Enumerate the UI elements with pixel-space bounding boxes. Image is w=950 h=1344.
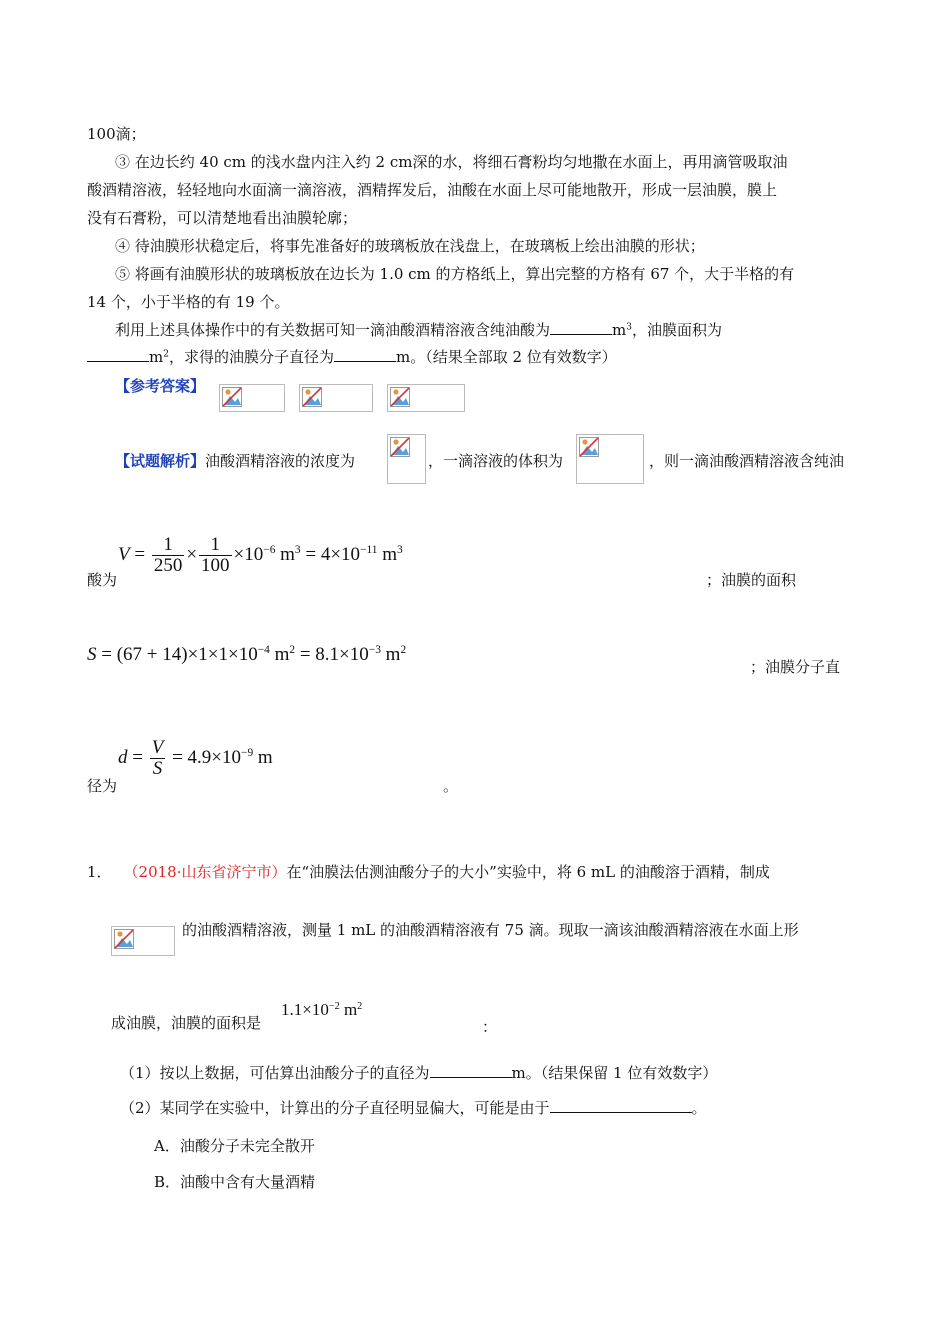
question-text: m。（结果全部取 2 位有效数字） xyxy=(395,348,617,366)
broken-image-icon xyxy=(114,929,134,949)
analysis-line xyxy=(115,451,355,471)
analysis-label: 【试题解析】 xyxy=(115,452,206,470)
unit-exponent: 3 xyxy=(626,322,632,333)
answer-blank-area xyxy=(87,347,149,362)
times: × xyxy=(186,543,198,565)
question-text: （1）按以上数据，可估算出油酸分子的直径为 xyxy=(120,1064,430,1082)
result: = 4.9×10 xyxy=(167,746,242,768)
unit: m xyxy=(380,644,401,665)
diameter-is-label: 径为 xyxy=(87,777,118,795)
concentration-image xyxy=(111,926,175,956)
equals: = xyxy=(129,543,150,565)
unit: m xyxy=(269,644,290,665)
question-1-line-3: 成油膜，油膜的面积是 xyxy=(111,1014,262,1032)
step-3-line-1: ③ 在边长约 40 cm 的浅水盘内注入约 2 cm深的水，将细石膏粉均匀地撒在水面上，再用滴管吸取油 xyxy=(115,153,788,171)
text-line: 100滴； xyxy=(87,125,146,143)
analysis-text: 油酸酒精溶液的浓度为 xyxy=(205,452,356,470)
term: = (67 + 14)×1×1×10 xyxy=(96,644,258,665)
question-1-line-2: 的油酸酒精溶液，测量 1 mL 的油酸酒精溶液有 75 滴。现取一滴该油酸酒精溶液在水面上形 xyxy=(182,921,799,939)
answer-image-2 xyxy=(299,384,373,412)
exponent: 2 xyxy=(357,1000,363,1012)
term: ×10 xyxy=(233,543,264,565)
equation-area xyxy=(87,644,406,666)
option-a: A．油酸分子未完全散开 xyxy=(154,1137,315,1155)
fraction xyxy=(152,535,185,576)
sub-question-1 xyxy=(120,1063,717,1083)
fraction xyxy=(199,535,232,576)
step-3-line-2: 酸酒精溶液，轻轻地向水面滴一滴溶液，酒精挥发后，油酸在水面上尽可能地散开，形成一层油膜，膜上 xyxy=(87,181,778,199)
result: = 8.1×10 xyxy=(295,644,369,665)
symbol-S: S xyxy=(87,644,97,665)
question-1-line-1 xyxy=(87,862,770,882)
unit: m xyxy=(275,543,295,565)
question-text: m。（结果保留 1 位有效数字） xyxy=(511,1064,718,1082)
question-number: 1． xyxy=(87,863,112,881)
unit-exponent: 2 xyxy=(163,349,169,360)
exponent: −3 xyxy=(368,644,381,657)
option-b: B．油酸中含有大量酒精 xyxy=(154,1173,316,1191)
broken-image-icon xyxy=(390,387,410,407)
unit-m: m xyxy=(149,348,164,366)
unit: m xyxy=(253,746,273,768)
answer-blank-diameter xyxy=(334,347,396,362)
broken-image-icon xyxy=(222,387,242,407)
answer-image-1 xyxy=(219,384,285,412)
unit-m: m xyxy=(612,321,627,339)
denominator: 100 xyxy=(201,555,230,576)
concentration-image xyxy=(387,434,426,484)
drop-volume-image xyxy=(576,434,644,484)
area-label: ；油膜的面积 xyxy=(706,571,797,589)
broken-image-icon xyxy=(302,387,322,407)
broken-image-icon xyxy=(579,437,599,457)
equation-diameter xyxy=(118,738,273,779)
result: = 4×10 xyxy=(300,543,361,565)
question-text: 。 xyxy=(691,1099,707,1117)
broken-image-icon xyxy=(390,437,410,457)
question-text: （2）某同学在实验中，计算出的分子直径明显偏大，可能是由于 xyxy=(120,1099,550,1117)
step-5-line-2: 14 个，小于半格的有 19 个。 xyxy=(87,293,290,311)
exponent: −2 xyxy=(328,1000,340,1012)
area-value xyxy=(281,1000,362,1020)
question-line-1 xyxy=(115,320,722,340)
answer-blank-diameter xyxy=(430,1063,512,1078)
exponent: 3 xyxy=(397,544,403,557)
exponent: 2 xyxy=(289,644,296,657)
fraction xyxy=(150,738,166,779)
question-text: 利用上述具体操作中的有关数据可知一滴油酸酒精溶液含纯油酸为 xyxy=(115,321,551,339)
term: 1.1×10 xyxy=(281,1000,329,1019)
step-3-line-3: 没有石膏粉，可以清楚地看出油膜轮廓； xyxy=(87,209,358,227)
symbol-V: V xyxy=(118,543,130,565)
equation-volume xyxy=(118,535,403,576)
exponent: −11 xyxy=(360,544,378,557)
numerator: 1 xyxy=(152,535,185,556)
answer-image-3 xyxy=(387,384,465,412)
exponent: 2 xyxy=(400,644,407,657)
numerator: 1 xyxy=(199,535,232,556)
unit: m xyxy=(339,1000,358,1019)
exponent: −9 xyxy=(241,747,254,760)
question-text: 在“油膜法估测油酸分子的大小”实验中，将 6 mL 的油酸溶于酒精，制成 xyxy=(286,863,770,881)
equals: = xyxy=(127,746,148,768)
question-line-2 xyxy=(87,347,617,367)
numerator: V xyxy=(151,737,164,758)
question-source: （2018·山东省济宁市） xyxy=(123,863,287,881)
answer-blank-volume xyxy=(550,320,612,335)
unit: m xyxy=(377,543,397,565)
answer-blank-reason xyxy=(550,1098,692,1113)
step-5-line-1: ⑤ 将画有油膜形状的玻璃板放在边长为 1.0 cm 的方格纸上，算出完整的方格有 67 个，大于半格的有 xyxy=(115,265,795,283)
analysis-text: ，一滴溶液的体积为 xyxy=(428,452,564,470)
symbol-d: d xyxy=(118,746,128,768)
diameter-label: ；油膜分子直 xyxy=(750,658,841,676)
exponent: −4 xyxy=(257,644,270,657)
analysis-text: ，则一滴油酸酒精溶液含纯油 xyxy=(649,452,845,470)
reference-answer-label: 【参考答案】 xyxy=(115,377,206,395)
denominator: 250 xyxy=(153,555,183,576)
acid-is-label: 酸为 xyxy=(87,571,118,589)
exponent: −6 xyxy=(263,544,276,557)
exponent: 3 xyxy=(294,544,301,557)
question-text: ，油膜面积为 xyxy=(631,321,722,339)
colon: ： xyxy=(482,1018,498,1036)
denominator: S xyxy=(152,758,163,779)
period: 。 xyxy=(443,777,459,795)
sub-question-2 xyxy=(120,1098,707,1118)
step-4: ④ 待油膜形状稳定后，将事先准备好的玻璃板放在浅盘上，在玻璃板上绘出油膜的形状； xyxy=(115,237,705,255)
question-text: ，求得的油膜分子直径为 xyxy=(168,348,334,366)
